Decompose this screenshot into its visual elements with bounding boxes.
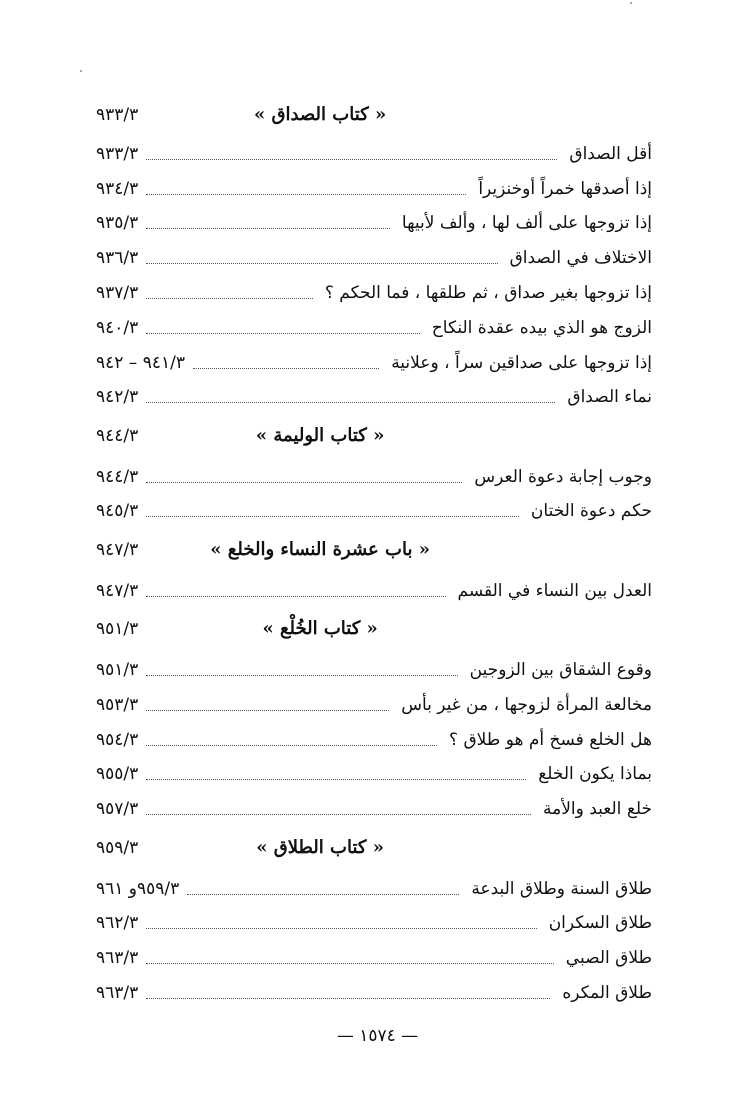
- dot-leader: [146, 744, 437, 746]
- scan-speck: [630, 2, 632, 4]
- entry-title: أقل الصداق: [569, 143, 652, 164]
- section-heading: « كتاب الوليمة »: [255, 424, 385, 446]
- toc-entry[interactable]: [96, 904, 652, 939]
- dot-leader: [146, 401, 555, 403]
- entry-title: طلاق السنة وطلاق البدعة: [471, 878, 652, 899]
- section-heading: « باب عشرة النساء والخلع »: [210, 538, 430, 560]
- toc-entry[interactable]: [96, 204, 652, 239]
- entry-page-ref: ٩٣٦/٣: [96, 248, 139, 269]
- entry-page-ref: ٩٤٤/٣: [96, 466, 139, 487]
- section-heading: « كتاب الصداق »: [254, 104, 387, 125]
- dot-leader: [146, 962, 554, 964]
- toc-entry[interactable]: [96, 273, 652, 308]
- toc-entry[interactable]: [96, 308, 652, 343]
- dot-leader: [187, 893, 459, 895]
- toc-entry[interactable]: [96, 343, 652, 378]
- entry-title: العدل بين النساء في القسم: [457, 580, 652, 601]
- entry-title: هل الخلع فسخ أم هو طلاق ؟: [449, 729, 652, 750]
- dot-leader: [146, 158, 557, 160]
- entry-title: بماذا يكون الخلع: [538, 764, 652, 785]
- toc-entry[interactable]: [96, 571, 652, 606]
- entry-page-ref: ٩٦٣/٣: [96, 948, 139, 969]
- toc-entry[interactable]: [96, 378, 652, 413]
- entry-page-ref: ٩٦٣/٣: [96, 982, 139, 1003]
- entry-title: طلاق الصبي: [565, 948, 652, 969]
- entry-page-ref: ٩٤٢/٣: [96, 387, 139, 408]
- dot-leader: [146, 595, 445, 597]
- entry-title: وجوب إجابة دعوة العرس: [474, 466, 652, 487]
- page-number-footer: — ١٥٧٤ —: [336, 1026, 419, 1046]
- toc-entry[interactable]: [96, 755, 652, 790]
- dot-leader: [146, 778, 526, 780]
- dot-leader: [146, 997, 550, 999]
- toc-entry[interactable]: [96, 973, 652, 1008]
- entry-page-ref: ٩٥٧/٣: [96, 799, 139, 820]
- entry-title: إذا أصدقها خمراً أوخنزيراً: [478, 178, 652, 199]
- entry-title: إذا تزوجها بغير صداق ، ثم طلقها ، فما الحكم ؟: [324, 282, 652, 303]
- section-heading-row: [96, 98, 652, 134]
- entry-title: طلاق السكران: [548, 913, 652, 934]
- dot-leader: [146, 515, 519, 517]
- entry-page-ref: ٩٥٣/٣: [96, 694, 139, 715]
- section-page-ref: ٩٥٩/٣: [96, 837, 139, 858]
- entry-title: وقوع الشقاق بين الزوجين: [469, 660, 652, 681]
- toc-entry[interactable]: [96, 789, 652, 824]
- dot-leader: [146, 709, 389, 711]
- section-heading-row: [96, 412, 652, 457]
- section-page-ref: ٩٣٣/٣: [96, 105, 139, 125]
- entry-page-ref: ٩٥٤/٣: [96, 729, 139, 750]
- toc-entry[interactable]: [96, 650, 652, 685]
- dot-leader: [146, 297, 313, 299]
- entry-page-ref: ٩٤٠/٣: [96, 317, 139, 338]
- toc-entry[interactable]: [96, 457, 652, 492]
- dot-leader: [146, 481, 462, 483]
- entry-page-ref: ٩٤١/٣ – ٩٤٢: [96, 352, 185, 373]
- table-of-contents: [96, 98, 652, 1008]
- entry-page-ref: ٩٣٣/٣: [96, 143, 139, 164]
- toc-entry[interactable]: [96, 238, 652, 273]
- section-page-ref: ٩٤٤/٣: [96, 425, 139, 446]
- entry-page-ref: ٩٦٢/٣: [96, 913, 139, 934]
- section-heading-row: [96, 824, 652, 869]
- dot-leader: [146, 193, 466, 195]
- entry-page-ref: ٩٣٤/٣: [96, 178, 139, 199]
- entry-title: الزوج هو الذي بيده عقدة النكاح: [431, 317, 652, 338]
- entry-page-ref: ٩٣٥/٣: [96, 213, 139, 234]
- entry-title: مخالعة المرأة لزوجها ، من غير بأس: [401, 694, 652, 715]
- entry-title: خلع العبد والأمة: [543, 799, 652, 820]
- scan-speck: [80, 70, 82, 72]
- entry-page-ref: ٩٤٧/٣: [96, 580, 139, 601]
- section-heading-row: [96, 526, 652, 571]
- toc-entry[interactable]: [96, 134, 652, 169]
- dot-leader: [146, 262, 497, 264]
- entry-title: إذا تزوجها على صداقين سراً ، وعلانية: [391, 352, 652, 373]
- dot-leader: [146, 927, 536, 929]
- section-page-ref: ٩٥١/٣: [96, 619, 139, 640]
- section-heading: « كتاب الخُلْع »: [262, 618, 378, 640]
- entry-title: إذا تزوجها على ألف لها ، وألف لأبيها: [401, 213, 652, 234]
- toc-entry[interactable]: [96, 869, 652, 904]
- entry-title: حكم دعوة الختان: [530, 501, 652, 522]
- section-heading: « كتاب الطلاق »: [256, 836, 384, 858]
- dot-leader: [146, 813, 531, 815]
- entry-page-ref: ٩٥٥/٣: [96, 764, 139, 785]
- dot-leader: [146, 227, 390, 229]
- entry-page-ref: ٩٥١/٣: [96, 660, 139, 681]
- entry-title: طلاق المكره: [562, 982, 652, 1003]
- toc-entry[interactable]: [96, 685, 652, 720]
- entry-title: الاختلاف في الصداق: [509, 248, 652, 269]
- entry-title: نماء الصداق: [567, 387, 652, 408]
- toc-entry[interactable]: [96, 169, 652, 204]
- entry-page-ref: ٩٤٥/٣: [96, 501, 139, 522]
- toc-entry[interactable]: [96, 938, 652, 973]
- section-heading-row: [96, 606, 652, 651]
- toc-entry[interactable]: [96, 492, 652, 527]
- entry-page-ref: ٩٣٧/٣: [96, 282, 139, 303]
- entry-page-ref: ٩٥٩/٣و ٩٦١: [96, 878, 180, 899]
- dot-leader: [146, 674, 457, 676]
- section-page-ref: ٩٤٧/٣: [96, 539, 139, 560]
- dot-leader: [193, 367, 379, 369]
- toc-entry[interactable]: [96, 720, 652, 755]
- dot-leader: [146, 332, 420, 334]
